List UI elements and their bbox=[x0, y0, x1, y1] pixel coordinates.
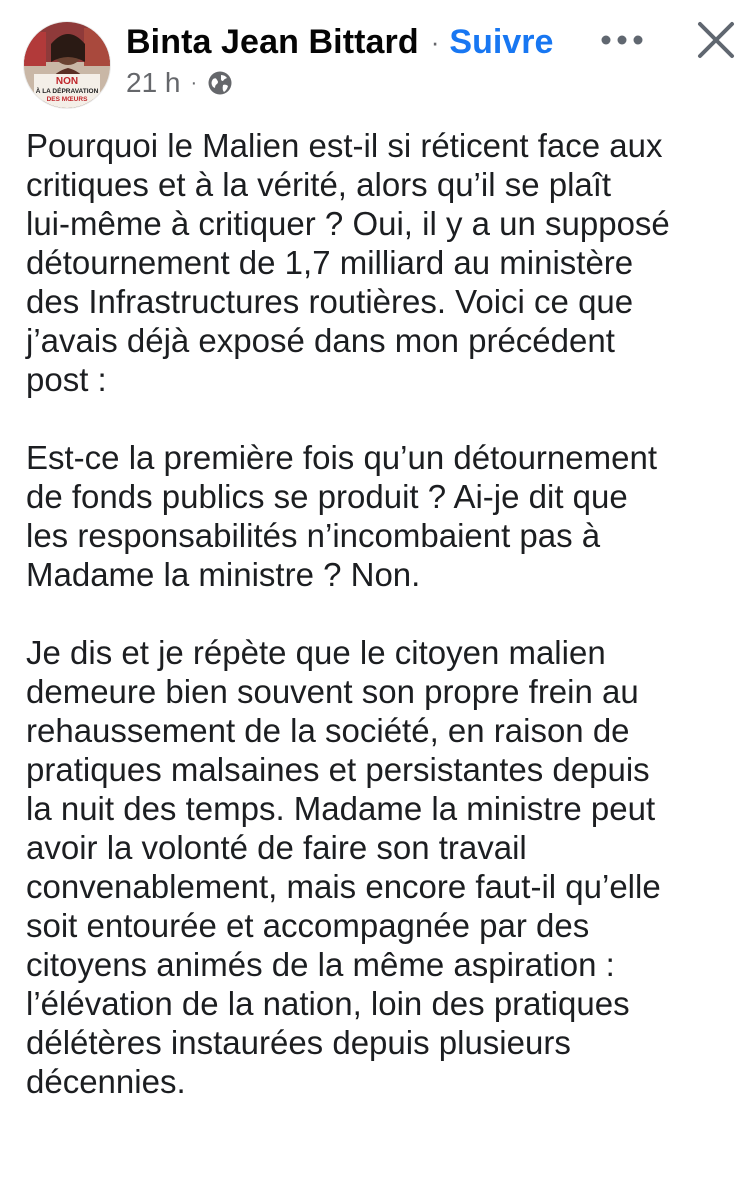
text-line: post : bbox=[26, 361, 107, 398]
text-line: lui-même à critiquer ? Oui, il y a un supposé bbox=[26, 205, 670, 242]
post-paragraph-1 bbox=[26, 126, 734, 399]
text-line: rehaussement de la société, en raison de bbox=[26, 712, 630, 749]
text-line: décennies. bbox=[26, 1063, 186, 1100]
globe-icon[interactable] bbox=[207, 70, 233, 96]
post-text bbox=[26, 126, 734, 1140]
post-meta bbox=[126, 64, 233, 102]
avatar-photo bbox=[24, 22, 110, 108]
text-line: Pourquoi le Malien est-il si réticent face aux bbox=[26, 127, 663, 164]
author-name[interactable]: Binta Jean Bittard bbox=[126, 22, 419, 61]
text-line: détournement de 1,7 milliard au ministère bbox=[26, 244, 634, 281]
name-follow-separator: · bbox=[430, 26, 440, 57]
text-line: Est-ce la première fois qu’un détournement bbox=[26, 439, 657, 476]
meta-separator: · bbox=[190, 71, 198, 94]
text-line: Madame la ministre ? Non. bbox=[26, 556, 421, 593]
avatar-sign-line3: DES MŒURS bbox=[46, 96, 88, 103]
avatar-sign-line1: NON bbox=[55, 76, 79, 87]
more-options-button[interactable] bbox=[594, 22, 650, 58]
more-horizontal-icon bbox=[598, 34, 646, 46]
follow-button[interactable]: Suivre bbox=[449, 22, 554, 61]
text-line: délétères instaurées depuis plusieurs bbox=[26, 1024, 571, 1061]
avatar-sign-line2: À LA DÉPRAVATION bbox=[35, 88, 99, 95]
text-line: j’avais déjà exposé dans mon précédent bbox=[26, 322, 615, 359]
text-line: les responsabilités n’incombaient pas à bbox=[26, 517, 601, 554]
text-line: de fonds publics se produit ? Ai-je dit que bbox=[26, 478, 628, 515]
post-paragraph-3 bbox=[26, 633, 734, 1101]
text-line: la nuit des temps. Madame la ministre peut bbox=[26, 790, 656, 827]
text-line: convenablement, mais encore faut-il qu’elle bbox=[26, 868, 661, 905]
post-timestamp[interactable]: 21 h bbox=[126, 67, 181, 98]
post-paragraph-2 bbox=[26, 438, 734, 594]
author-line bbox=[126, 20, 553, 64]
close-button[interactable] bbox=[690, 14, 742, 66]
text-line: soit entourée et accompagnée par des bbox=[26, 907, 590, 944]
text-line: avoir la volonté de faire son travail bbox=[26, 829, 527, 866]
text-line: citoyens animés de la même aspiration : bbox=[26, 946, 615, 983]
text-line: des Infrastructures routières. Voici ce que bbox=[26, 283, 634, 320]
text-line: Je dis et je répète que le citoyen malien bbox=[26, 634, 606, 671]
text-line: demeure bien souvent son propre frein au bbox=[26, 673, 639, 710]
text-line: l’élévation de la nation, loin des pratiques bbox=[26, 985, 630, 1022]
close-icon bbox=[696, 20, 736, 60]
post-header bbox=[0, 0, 756, 110]
text-line: pratiques malsaines et persistantes depuis bbox=[26, 751, 650, 788]
author-avatar[interactable] bbox=[24, 22, 110, 108]
text-line: critiques et à la vérité, alors qu’il se plaît bbox=[26, 166, 612, 203]
